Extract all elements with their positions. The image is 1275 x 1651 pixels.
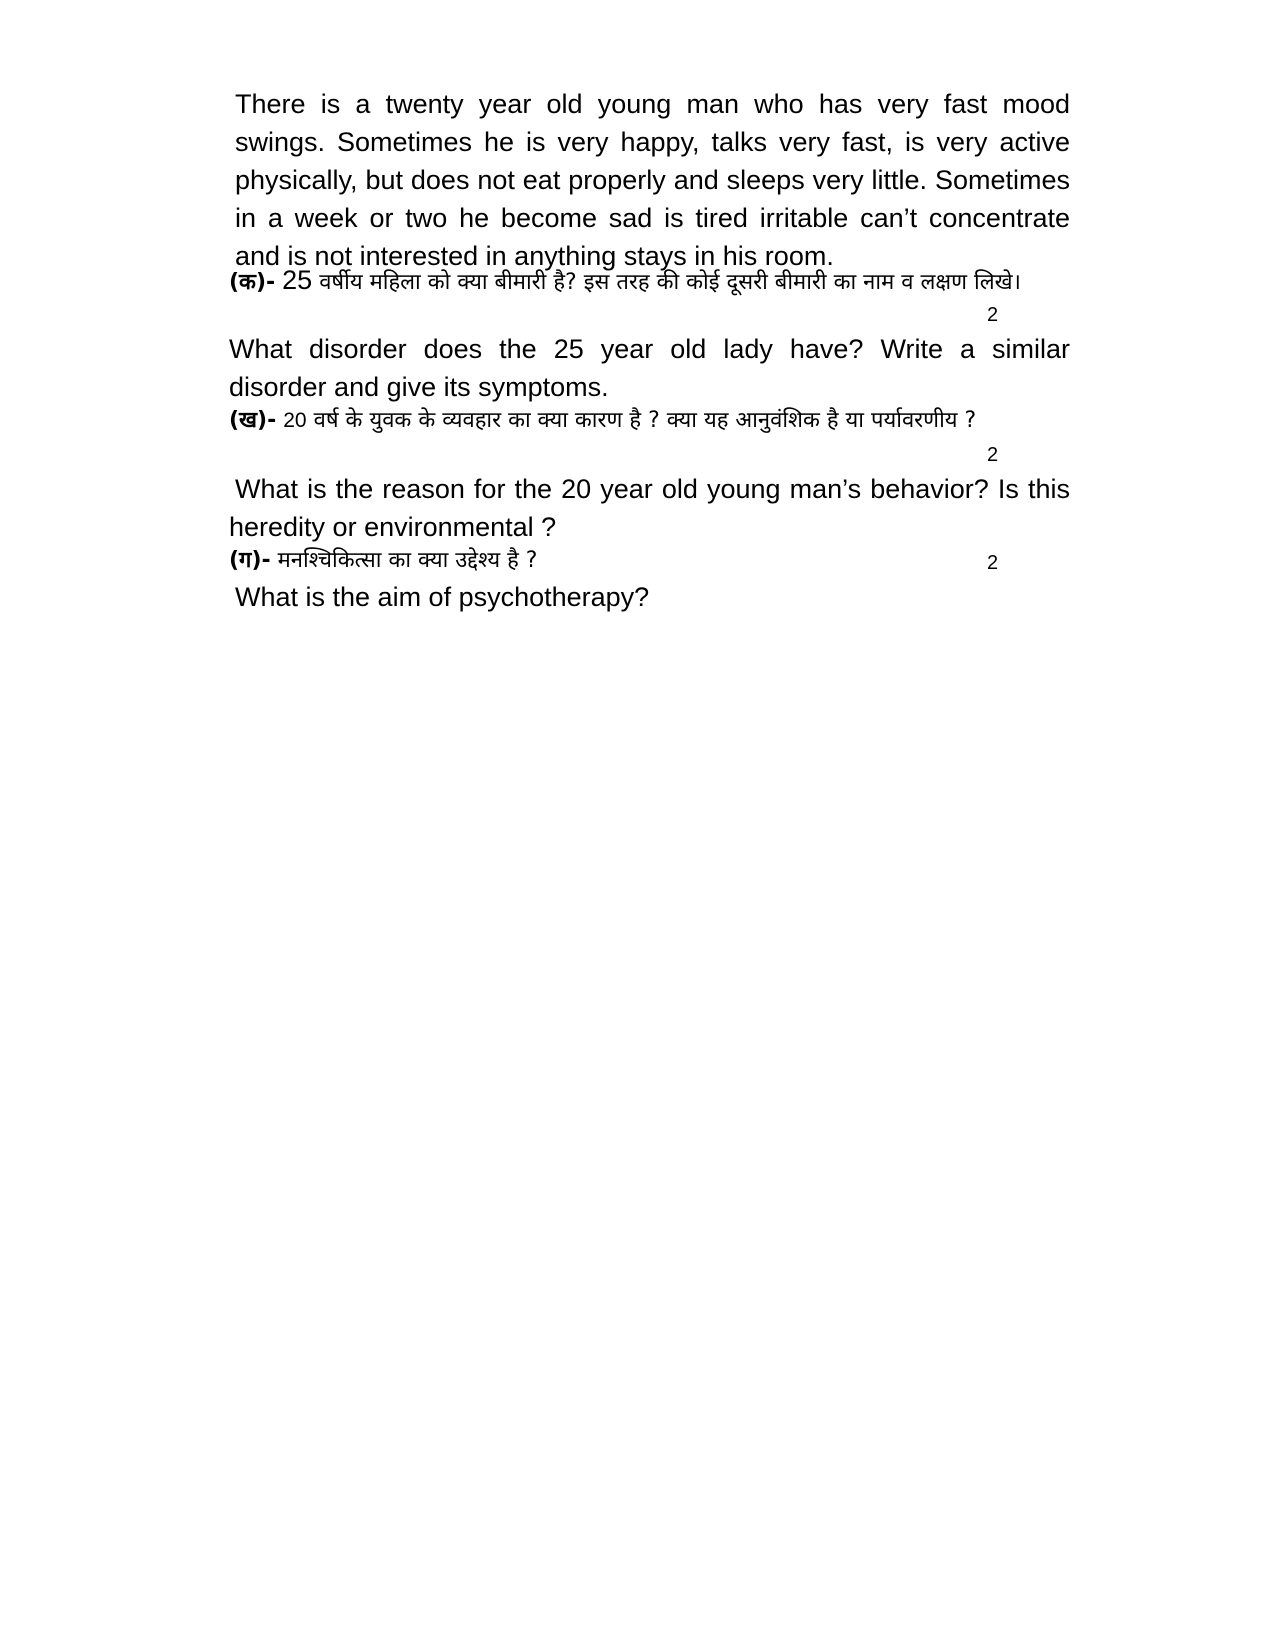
question-ka-text: वर्षीय महिला को क्या बीमारी है? इस तरह की कोई दूसरी बीमारी का नाम व लक्षण लिखे। [319,270,1022,295]
question-kha-marks: 2 [987,444,999,466]
question-kha-text: वर्ष के युवक के व्यवहार का क्या कारण है ? क्या यह आनुवंशिक है या पर्यावरणीय ? [313,408,977,433]
question-ka-english: What disorder does the 25 year old lady have? Write a similar disorder and give its symptoms. [229,334,1070,402]
question-kha-english: What is the reason for the 20 year old young man’s behavior? Is this heredity or environmental ? [229,474,1070,542]
question-ga-english: What is the aim of psychotherapy? [235,582,650,612]
question-ga-hindi [229,544,1070,577]
question-kha-number: 20 [283,409,307,432]
question-ka-marks: 2 [987,304,999,326]
question-ga-text: मनश्चिकित्सा का क्या उद्देश्य है ? [277,548,538,573]
question-ka-number: 25 [282,265,313,295]
question-kha-label: (ख)- [229,408,277,433]
question-kha-hindi [229,404,1070,437]
question-ka-label: (क)- [229,270,276,295]
question-ka-hindi [229,264,1070,299]
case-passage: There is a twenty year old young man who has very fast mood swings. Sometimes he is very happy, talks very fast, is very active physically, but does not eat properly and sleeps very little. Sometimes in a week or two he become sad is tired irritable can’t concentrate and is not interested in anything stays in his room. [235,89,1070,271]
question-ga-marks: 2 [987,552,999,574]
question-ga-label: (ग)- [229,548,271,573]
